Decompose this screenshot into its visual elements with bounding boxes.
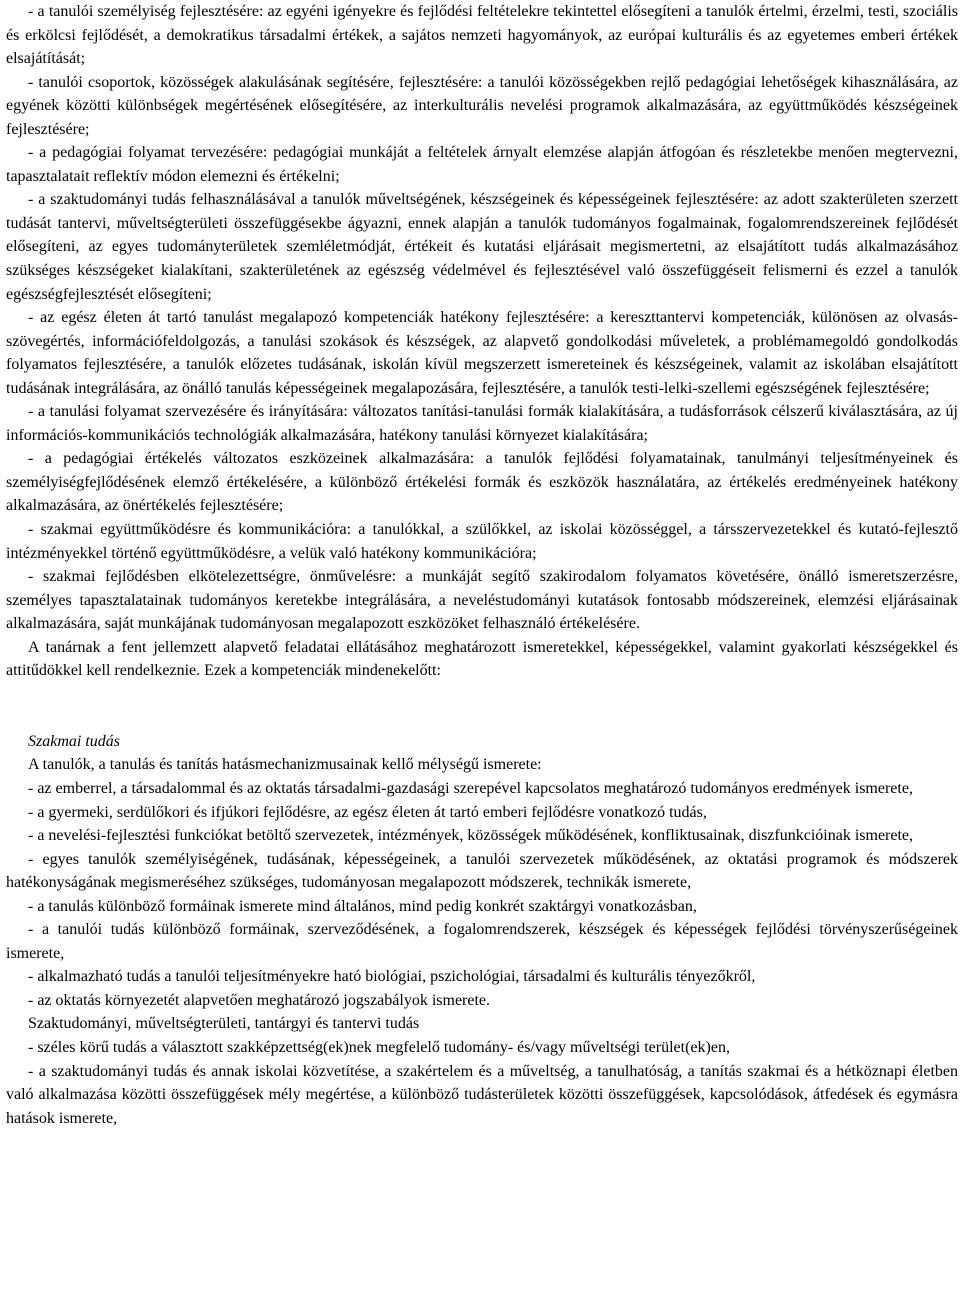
paragraph-competencies-summary: A tanárnak a fent jellemzett alapvető feladatai ellátásához meghatározott ismeretekkel, képességekkel, valamint gyakorlati készségekkel és attitűdökkel kell rendelkeznie. Ezek a kompetenciák mindenekelőtt: <box>6 638 958 680</box>
knowledge-item: - az emberrel, a társadalommal és az oktatás társadalmi-gazdasági szerepével kapcsolatos meghatározó tudományos eredmények ismerete, <box>28 779 913 797</box>
knowledge-item: - az oktatás környezetét alapvetően meghatározó jogszabályok ismerete. <box>28 991 491 1009</box>
knowledge-item: - a szaktudományi tudás és annak iskolai közvetítése, a szakértelem és a műveltség, a tanulhatóság, a tanítás szakmai és a hétköznapi életben való alkalmazása közötti összefüggések mély megértése, a különböző tudásterületek közötti összefüggések, kapcsolódások, átfedések és egymásra hatások ismerete, <box>6 1062 958 1127</box>
knowledge-item: - alkalmazható tudás a tanulói teljesítményekre ható biológiai, pszichológiai, társadalmi és kulturális tényezőkről, <box>28 968 756 986</box>
knowledge-item: - egyes tanulók személyiségének, tudásának, képességeinek, a tanulói szervezetek működésének, az oktatási programok és módszerek hatékonyságának megismeréséhez szükséges, tudományosan megalapozott módszerek, technikák ismerete, <box>6 850 958 892</box>
paragraph-subject-knowledge: - a szaktudományi tudás felhasználásával a tanulók műveltségének, készségeinek és képességeinek fejlesztésére: az adott szakterületen szerzett tudását tantervi, műveltségterületi összefüggésekbe ágyazni, ennek alapján a tanulók tudományos fogalmainak, fogalomrendszereinek fejlődését elősegíteni, az egyes tudományterületek szemléletmódját, értékeit és kutatási eljárásait megismertetni, az elsajátított tudás alkalmazásához szükséges készségeket kialakítani, szakterületének az egészség védelmével és fejlesztésével való összefüggéseit felismerni és ezzel a tanulók egészségfejlesztését elősegíteni; <box>6 191 958 303</box>
paragraph-cooperation: - szakmai együttműködésre és kommunikációra: a tanulókkal, a szülőkkel, az iskolai közösséggel, a társszervezetekkel és kutató-fejlesztő intézményekkel történő együttműködésre, a velük való hatékony kommunikációra; <box>6 521 958 562</box>
knowledge-item: - a tanulói tudás különböző formáinak, szerveződésének, a fogalomrendszerek, készségek és képességek fejlődési törvényszerűségeinek ismerete, <box>6 921 958 962</box>
knowledge-item: - a gyermeki, serdülőkori és ifjúkori fejlődésre, az egész életen át tartó emberi fejlődésre vonatkozó tudás, <box>28 803 707 821</box>
knowledge-item: - széles körű tudás a választott szakképzettség(ek)nek megfelelő tudomány- és/vagy műveltségi terület(ek)en, <box>28 1038 730 1056</box>
paragraph-pedagogical-assessment: - a pedagógiai értékelés változatos eszközeinek alkalmazására: a tanulók fejlődési folyamatainak, tanulmányi teljesítményeinek és személyiségfejlődésének elemző értékelésére, a különböző értékelési formák és eszközök használatára, az értékelés eredményeinek hatékony alkalmazására, az önértékelés fejlesztésére; <box>6 450 958 515</box>
paragraph-process-planning: - a pedagógiai folyamat tervezésére: pedagógiai munkáját a feltételek árnyalt elemzése alapján átfogóan és részletekbe menően megtervezni, tapasztalatait reflektív módon elemezni és értékelni; <box>6 144 958 185</box>
paragraph-learning-process: - a tanulási folyamat szervezésére és irányítására: változatos tanítási-tanulási formák kialakítására, a tudásforrások célszerű kiválasztására, az új információs-kommunikációs technológiák alkalmazására, hatékony tanulási környezet kialakítására; <box>6 403 958 444</box>
section-spacer <box>6 683 958 730</box>
section-heading: Szakmai tudás <box>28 732 120 750</box>
subsection-title: Szaktudományi, műveltségterületi, tantárgyi és tantervi tudás <box>28 1015 420 1033</box>
paragraph-student-communities: - tanulói csoportok, közösségek alakulásának segítésére, fejlesztésére: a tanulói közösségekben rejlő pedagógiai lehetőségek kihasználására, az egyének közötti különbségek megértésének elősegítésére, az interkulturális nevelési programok alkalmazására, az együttműködés készségeinek fejlesztésére; <box>6 73 958 138</box>
knowledge-item: - a tanulás különböző formáinak ismerete mind általános, mind pedig konkrét szaktárgyi vonatkozásban, <box>28 897 697 915</box>
paragraph-student-personality: - a tanulói személyiség fejlesztésére: az egyéni igényekre és fejlődési feltételekre tekintettel elősegíteni a tanulók értelmi, érzelmi, testi, szociális és erkölcsi fejlődését, a demokratikus társadalmi értékek, a sajátos nemzeti hagyományok, az európai kulturális és az egyetemes emberi értékek elsajátítását; <box>6 3 958 68</box>
paragraph-professional-development: - szakmai fejlődésben elkötelezettségre, önművelésre: a munkáját segítő szakirodalom folyamatos követésére, önálló ismeretszerzésre, személyes tapasztalatainak tudományos keretekbe integrálására, a neveléstudományi kutatások fontosabb módszereinek, elemzési eljárásainak alkalmazására, saját munkájának tudományosan megalapozott eszközöket felhasználó értékelésére. <box>6 568 958 633</box>
paragraph-lifelong-learning: - az egész életen át tartó tanulást megalapozó kompetenciák hatékony fejlesztésére: a kereszttantervi kompetenciák, különösen az olvasás-szövegértés, információfeldolgozás, a tanulási szokások és készségek, az alapvető gondolkodási műveletek, a problémamegoldó gondolkodás folyamatos fejlesztésére, a tanulók előzetes tudásának, iskolán kívül megszerzett ismereteinek és készségeinek, valamit az iskolában elsajátított tudásának integrálására, az önálló tanulás képességeinek megalapozására, fejlesztésére, a tanulók testi-lelki-szellemi egészségének fejlesztésére; <box>6 309 958 397</box>
knowledge-intro: A tanulók, a tanulás és tanítás hatásmechanizmusainak kellő mélységű ismerete: <box>28 756 542 774</box>
knowledge-item: - a nevelési-fejlesztési funkciókat betöltő szervezetek, intézmények, közösségek működésének, konfliktusainak, diszfunkcióinak ismerete, <box>28 827 914 845</box>
